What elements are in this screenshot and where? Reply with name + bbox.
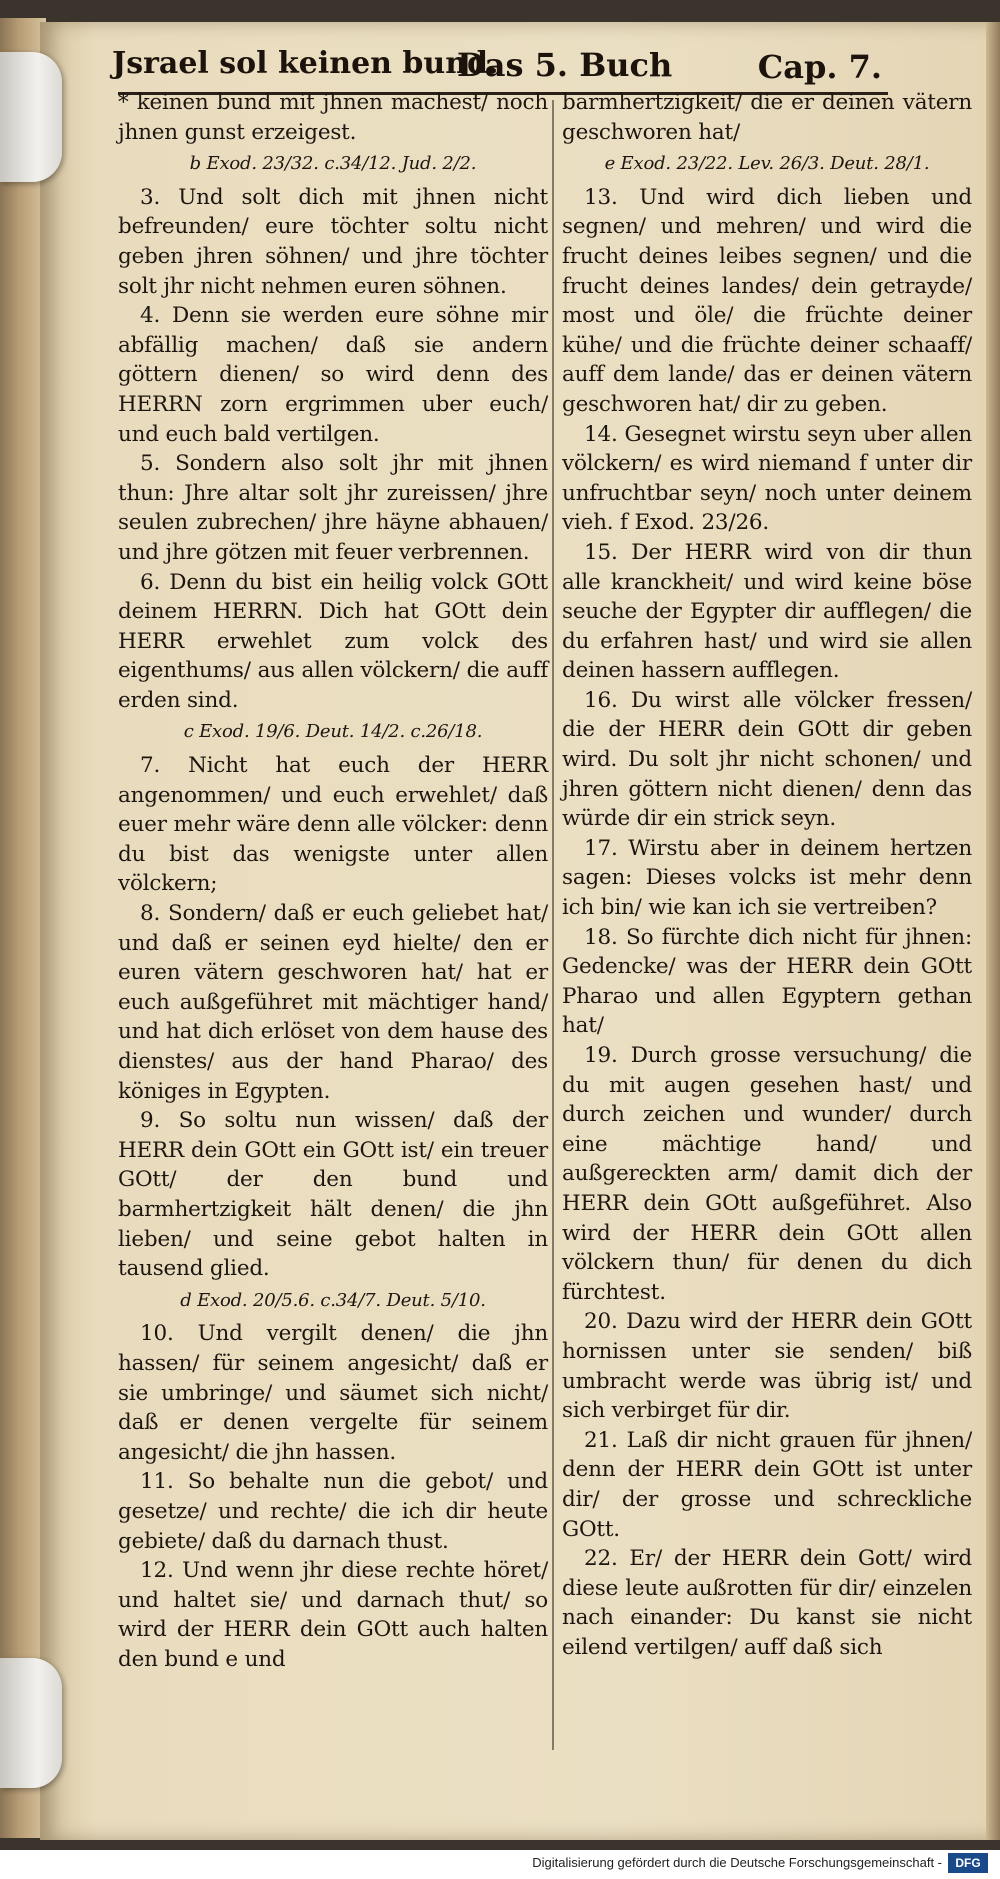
verse: 12. Und wenn jhr diese rechte höret/ und haltet sie/ und darnach thut/ so wird der HERR dein GOtt auch halten den bund e und bbox=[118, 1558, 548, 1672]
digitization-credit: Digitalisierung gefördert durch die Deutsche Forschungsgemeinschaft - bbox=[532, 1855, 942, 1870]
scripture-reference: b Exod. 23/32. c.34/12. Jud. 2/2. bbox=[189, 153, 477, 175]
continued-text: barmhertzigkeit/ die er deinen vätern geschworen hat/ bbox=[562, 90, 972, 145]
right-text-column bbox=[562, 88, 972, 1662]
verse: 6. Denn du bist ein heilig volck GOtt deinem HERRN. Dich hat GOtt dein HERR erwehlet zum volck des eigenthums/ aus allen völckern/ die auff erden sind. bbox=[118, 569, 548, 713]
verse: 3. Und solt dich mit jhnen nicht befreunden/ eure töchter soltu nicht geben jhren söhnen/ und jhre töchter solt jhr nicht nehmen euren söhnen. bbox=[118, 184, 548, 299]
column-divider bbox=[552, 100, 554, 1750]
verse: 11. So behalte nun die gebot/ und gesetze/ und rechte/ die ich dir heute gebiete/ daß du darnach thust. bbox=[118, 1469, 548, 1554]
verse: 9. So soltu nun wissen/ daß der HERR dein GOtt ein GOtt ist/ ein treuer GOtt/ der den bund und barmhertzigkeit hält denen/ die jhn lieben/ und seine gebot halten in tausend glied. bbox=[118, 1108, 548, 1282]
dfg-logo: DFG bbox=[948, 1853, 988, 1873]
verse: 22. Er/ der HERR dein Gott/ wird diese leute außrotten für dir/ einzelen nach einander: Du kanst sie nicht eilend vertilgen/ auff daß sich bbox=[562, 1546, 972, 1660]
running-header bbox=[112, 44, 882, 92]
verse: 13. Und wird dich lieben und segnen/ und mehren/ und wird die frucht deines leibes segnen/ und die frucht deines landes/ dein getrayde/ most und öle/ die früchte deiner kühe/ und die früchte deiner schaaff/ auff dem lande/ das er deinen vätern geschworen hat/ dir zu geben. bbox=[562, 184, 972, 417]
verse: 5. Sondern also solt jhr mit jhnen thun: Jhre altar solt jhr zureissen/ jhre seulen zubrechen/ jhre häyne abhauen/ und jhre götzen mit feuer verbrennen. bbox=[118, 451, 548, 565]
verse: 8. Sondern/ daß er euch geliebet hat/ und daß er seinen eyd hielte/ den er euren vätern geschworen hat/ hat er euch außgeführet mit mächtiger hand/ und hat dich erlöset von dem hause des dienstes/ aus der hand Pharao/ des königes in Egypten. bbox=[118, 901, 548, 1104]
running-title: Jsrael sol keinen bund. bbox=[112, 46, 499, 81]
page-clip-bottom bbox=[0, 1658, 62, 1788]
verse: 21. Laß dir nicht grauen für jhnen/ denn der HERR dein GOtt ist unter dir/ der grosse und schreckliche GOtt. bbox=[562, 1427, 972, 1542]
verse: 17. Wirstu aber in deinem hertzen sagen: Dieses volcks ist mehr denn ich bin/ wie kan ich sie vertreiben? bbox=[562, 835, 972, 921]
scripture-reference: c Exod. 19/6. Deut. 14/2. c.26/18. bbox=[183, 721, 483, 743]
chapter-label: Cap. 7. bbox=[757, 48, 882, 86]
verse: 19. Durch grosse versuchung/ die du mit augen gesehen hast/ und durch zeichen und wunder/ durch eine mächtige hand/ und außgereckten arm/ damit dich der HERR dein GOtt außgeführet. Also wird der HERR dein GOtt allen völckern thun/ für denen du dich fürchtest. bbox=[562, 1043, 972, 1305]
continued-text: * keinen bund mit jhnen machest/ noch jhnen gunst erzeigest. bbox=[118, 90, 548, 145]
scripture-reference: d Exod. 20/5.6. c.34/7. Deut. 5/10. bbox=[180, 1289, 486, 1311]
verse: 20. Dazu wird der HERR dein GOtt hornissen unter sie senden/ biß umbracht werde was übrig ist/ und sich verbirget für dir. bbox=[562, 1309, 972, 1424]
verse: 10. Und vergilt denen/ die jhn hassen/ für seinem angesicht/ daß er sie umbringe/ und säumet sich nicht/ daß er denen vergelte für seinem angesicht/ die jhn hassen. bbox=[118, 1321, 548, 1465]
page-right-edge bbox=[986, 22, 1000, 1840]
verse: 7. Nicht hat euch der HERR angenommen/ und euch erwehlet/ daß euer mehr wäre denn alle völcker: denn du bist das wenigste unter allen völckern; bbox=[118, 753, 548, 897]
book-title: Das 5. Buch bbox=[457, 46, 673, 84]
verse: 16. Du wirst alle völcker fressen/ die der HERR dein GOtt dir geben wird. Du solt jhr nicht schonen/ und jhren göttern nicht dienen/ denn das würde dir ein strick seyn. bbox=[562, 687, 972, 832]
verse: 15. Der HERR wird von dir thun alle kranckheit/ und wird keine böse seuche der Egypter dir aufflegen/ die du erfahren hast/ und wird sie allen deinen hassern aufflegen. bbox=[562, 539, 972, 684]
verse: 18. So fürchte dich nicht für jhnen: Gedencke/ was der HERR dein GOtt Pharao und allen Egyptern gethan hat/ bbox=[562, 924, 972, 1039]
verse: 4. Denn sie werden eure söhne mir abfällig machen/ daß sie andern göttern dienen/ so wird denn des HERRN zorn ergrimmen uber euch/ und euch bald vertilgen. bbox=[118, 303, 548, 447]
scripture-reference: e Exod. 23/22. Lev. 26/3. Deut. 28/1. bbox=[604, 153, 930, 175]
page-clip-top bbox=[0, 52, 62, 182]
left-text-column bbox=[118, 88, 548, 1674]
verse: 14. Gesegnet wirstu seyn uber allen völckern/ es wird niemand f unter dir unfruchtbar seyn/ noch unter deinem vieh. f Exod. 23/26. bbox=[562, 421, 972, 536]
